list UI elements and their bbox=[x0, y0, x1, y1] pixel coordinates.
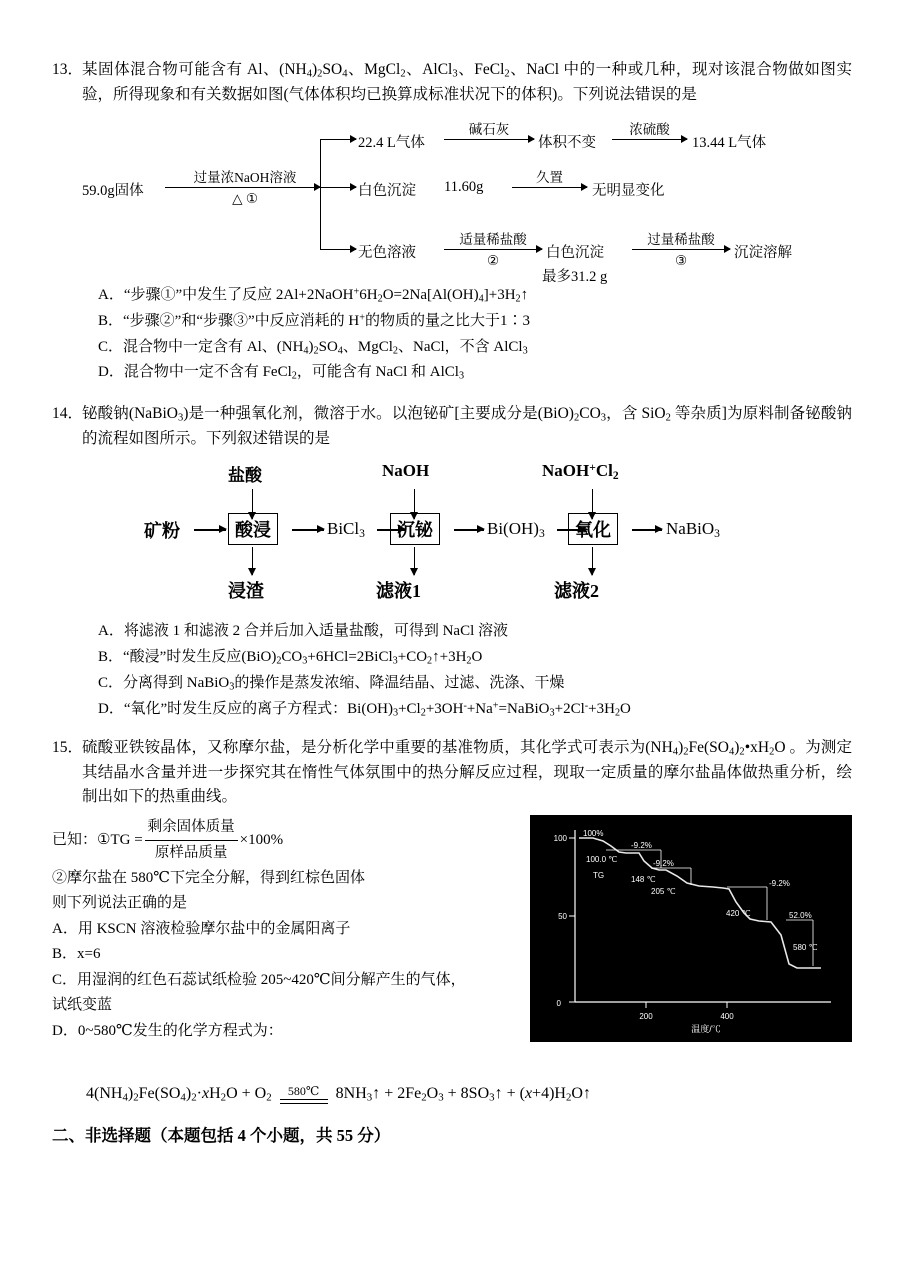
svg-text:420 ℃: 420 ℃ bbox=[726, 909, 751, 919]
diagram1-branch-arrow-2 bbox=[320, 187, 356, 188]
question-15 bbox=[52, 736, 852, 1104]
question-14-number: 14． bbox=[52, 405, 84, 423]
question-15-lead: 则下列说法正确的是 bbox=[52, 895, 188, 912]
diagram1-clear-reagent2-top: 过量稀盐酸 bbox=[647, 231, 715, 247]
question-15-left-column bbox=[52, 815, 472, 1044]
diagram1-clear-reagent-top: 适量稀盐酸 bbox=[459, 231, 527, 247]
flow-arrow-1 bbox=[292, 529, 324, 530]
flow-step3-bottom-label: 滤液2 bbox=[554, 581, 599, 602]
diagram1-reagent1-bottom: △ ① bbox=[232, 190, 258, 206]
question-13-options bbox=[98, 283, 852, 386]
option-d: D．“氧化”时发生反应的离子方程式：$Bi(OH)_3+Cl_2+3OH^-+Na^+=NaBiO_3+2Cl^-+3H_2O$ bbox=[98, 699, 631, 719]
diagram1-white-reagent: 久置 bbox=[536, 169, 563, 185]
svg-text:580 ℃: 580 ℃ bbox=[793, 943, 818, 953]
diagram1-gas-end: 13.44 L气体 bbox=[692, 134, 767, 151]
option-c: C．混合物中一定含有 Al、$(NH_4)_2SO_4$、MgCl$_2$、NaCl，不含 AlCl$_3$ bbox=[98, 338, 528, 357]
option-a: A．将滤液 1 和滤液 2 合并后加入适量盐酸，可得到 NaCl 溶液 bbox=[98, 623, 508, 640]
flow-arrow-5 bbox=[632, 529, 662, 530]
diagram1-gas-arrow-1 bbox=[444, 139, 534, 140]
option-c: C．分离得到 NaBiO$_3$的操作是蒸发浓缩、降温结晶、过滤、洗涤、干燥 bbox=[98, 674, 565, 693]
question-13-header bbox=[52, 58, 852, 107]
question-13 bbox=[52, 58, 852, 386]
flow-step1-top-label: 盐酸 bbox=[228, 466, 262, 486]
diagram1-gas-arrow-2 bbox=[612, 139, 687, 140]
thermogravimetric-chart bbox=[530, 815, 852, 1042]
question-13-stem: 某固体混合物可能含有 Al、$(NH_4)_2SO_4$、MgCl$_2$、AlCl$_3$、FeCl$_2$、NaCl 中的一种或几种，现对该混合物做如图实验，所得现象和有关数据如图(气体体积均已换算成标准状况下的体积)。下列说法错误的是 bbox=[82, 61, 852, 103]
equation-left: $4(NH_4)_2Fe(SO_4)_2\cdot xH_2O + O_2$ bbox=[86, 1084, 272, 1104]
svg-text:50: 50 bbox=[558, 912, 567, 922]
svg-text:100%: 100% bbox=[583, 829, 604, 839]
question-15-number: 15． bbox=[52, 739, 84, 757]
diagram1-gas-reagent-2: 浓硫酸 bbox=[629, 121, 670, 137]
option-a: A．“步骤①”中发生了反应 $2Al+2NaOH^+6H_2O=2Na[Al(OH)_4]+3H_2↑$ bbox=[98, 286, 529, 305]
question-14-flowchart bbox=[52, 461, 852, 611]
flow-step2-top-label: NaOH bbox=[382, 461, 430, 481]
question-14-header bbox=[52, 402, 852, 451]
option-d: D．0~580℃发生的化学方程式为： bbox=[52, 1022, 283, 1039]
flow-box-oxidation: 氧化 bbox=[568, 513, 618, 545]
tg-fraction-numerator: 剩余固体质量 bbox=[145, 815, 238, 841]
diagram1-clear-arrow-2 bbox=[632, 249, 730, 250]
flow-arrow-input bbox=[194, 529, 226, 530]
flow-box-precipitate: 沉铋 bbox=[390, 513, 440, 545]
option-a: A．用 KSCN 溶液检验摩尔盐中的金属阳离子 bbox=[52, 920, 351, 937]
diagram1-clear-end: 沉淀溶解 bbox=[734, 244, 792, 261]
flow-output: NaBiO$_3$ bbox=[666, 519, 720, 541]
svg-text:TG: TG bbox=[593, 871, 605, 881]
diagram1-gas-reagent-1: 碱石灰 bbox=[468, 121, 510, 137]
flow-box-acid-leach: 酸浸 bbox=[228, 513, 278, 545]
option-b: B．“步骤②”和“步骤③”中反应消耗的 H+的物质的量之比大于1∶3 bbox=[98, 312, 530, 329]
question-15-stem: 硫酸亚铁铵晶体，又称摩尔盐，是分析化学中重要的基准物质，其化学式可表示为$(NH_4)_2Fe(SO_4)_2•xH_2O$ 。为测定其结晶水含量并进一步探究其在惰性气体氛围中的热分解反应过程，现取一定质量的摩尔盐晶体做热重分析，绘制出如下的热重曲线。 bbox=[82, 739, 852, 806]
tg-fraction bbox=[145, 815, 238, 865]
diagram1-white-arrow bbox=[512, 187, 587, 188]
question-14-stem: 铋酸钠(NaBiO$_3$)是一种强氧化剂，微溶于水。以泡铋矿[主要成分是$(BiO)_2CO_3$，含 SiO$_2$ 等杂质]为原料制备铋酸钠的流程如图所示。下列叙述错误的是 bbox=[82, 405, 853, 448]
equation-double-arrow bbox=[280, 1099, 328, 1104]
svg-text:100.0 ℃: 100.0 ℃ bbox=[586, 855, 618, 865]
diagram1-reagent1-top: 过量浓NaOH溶液 bbox=[193, 169, 297, 185]
svg-text:52.0%: 52.0% bbox=[789, 911, 812, 921]
flow-step3-bottom-arrow bbox=[592, 547, 593, 575]
svg-text:200: 200 bbox=[639, 1012, 653, 1022]
svg-text:-9.2%: -9.2% bbox=[653, 859, 674, 869]
diagram1-branch-spine bbox=[320, 139, 321, 249]
question-15-body bbox=[52, 815, 852, 1104]
svg-text:400: 400 bbox=[720, 1012, 734, 1022]
page-content bbox=[52, 58, 852, 1146]
question-15-equation bbox=[86, 1084, 852, 1104]
question-13-diagram bbox=[52, 117, 852, 285]
flow-input-label: 矿粉 bbox=[144, 521, 180, 542]
diagram1-gas-mid: 体积不变 bbox=[538, 134, 596, 151]
known-line-2: ②摩尔盐在 580℃下完全分解，得到红棕色固体 bbox=[52, 869, 366, 886]
diagram1-clear-product-mass: 最多31.2 g bbox=[542, 268, 608, 285]
svg-text:-9.2%: -9.2% bbox=[769, 879, 790, 889]
option-b: B．“酸浸”时发生反应$(BiO)_2CO_3+6HCl=2BiCl_3+CO_2↑+3H_2O$ bbox=[98, 648, 483, 667]
diagram1-clear-arrow-1 bbox=[444, 249, 542, 250]
diagram1-main-arrow bbox=[165, 187, 320, 188]
equation-right: $8NH_3↑ + 2Fe_2O_3$ + $8SO_3↑$ + $(x+4)H_2O↑$ bbox=[335, 1084, 591, 1104]
flow-step1-bottom-label: 浸渣 bbox=[228, 581, 264, 602]
known-label: 已知： bbox=[52, 831, 98, 848]
known-line-1 bbox=[52, 815, 472, 865]
option-d: D．混合物中一定不含有 FeCl$_2$，可能含有 NaCl 和 AlCl$_3$ bbox=[98, 364, 465, 382]
diagram1-clear-product: 白色沉淀 bbox=[546, 244, 604, 261]
diagram1-clear-label: 无色溶液 bbox=[358, 244, 416, 261]
svg-text:100: 100 bbox=[553, 834, 567, 844]
svg-text:温度/℃: 温度/℃ bbox=[691, 1024, 721, 1035]
diagram1-clear-reagent-bottom: ② bbox=[486, 252, 500, 268]
svg-text:205 ℃: 205 ℃ bbox=[651, 887, 676, 897]
question-15-header bbox=[52, 736, 852, 809]
flow-step3-top-label: $NaOH^+Cl_2$ bbox=[542, 461, 619, 483]
diagram1-gas-label: 22.4 L气体 bbox=[358, 134, 425, 151]
option-b: B．x=6 bbox=[52, 946, 101, 963]
diagram1-white-mass: 11.60g bbox=[444, 178, 484, 195]
svg-text:-9.2%: -9.2% bbox=[631, 841, 652, 851]
tg-fraction-denominator: 原样品质量 bbox=[154, 844, 228, 861]
tg-curve-svg bbox=[531, 816, 851, 1041]
section-heading: 二、非选择题（本题包括 4 个小题，共 55 分） bbox=[52, 1126, 391, 1146]
known1-suffix: ×100% bbox=[239, 831, 284, 848]
flow-step2-bottom-arrow bbox=[414, 547, 415, 575]
svg-text:148 ℃: 148 ℃ bbox=[631, 875, 656, 885]
question-14-options bbox=[98, 619, 852, 722]
diagram1-start-label: 59.0g固体 bbox=[82, 182, 144, 199]
flow-step1-bottom-arrow bbox=[252, 547, 253, 575]
svg-text:0: 0 bbox=[556, 999, 561, 1009]
flow-intermediate-2: $Bi(OH)_3$ bbox=[487, 519, 545, 541]
flow-intermediate-1: BiCl$_3$ bbox=[327, 519, 365, 541]
diagram1-white-label: 白色沉淀 bbox=[358, 182, 416, 199]
question-14 bbox=[52, 402, 852, 722]
diagram1-white-result: 无明显变化 bbox=[592, 182, 665, 199]
diagram1-branch-arrow-3 bbox=[320, 249, 356, 250]
question-13-number: 13． bbox=[52, 61, 84, 78]
equation-condition: 580℃ bbox=[280, 1084, 328, 1104]
diagram1-branch-arrow-1 bbox=[320, 139, 356, 140]
option-c: C．用湿润的红色石蕊试纸检验 205~420℃间分解产生的气体，试纸变蓝 bbox=[52, 971, 466, 1014]
diagram1-clear-reagent2-bottom: ③ bbox=[674, 252, 688, 268]
flow-arrow-3 bbox=[454, 529, 484, 530]
known1-prefix: ①TG = bbox=[97, 831, 143, 848]
flow-step2-bottom-label: 滤液1 bbox=[376, 581, 421, 602]
